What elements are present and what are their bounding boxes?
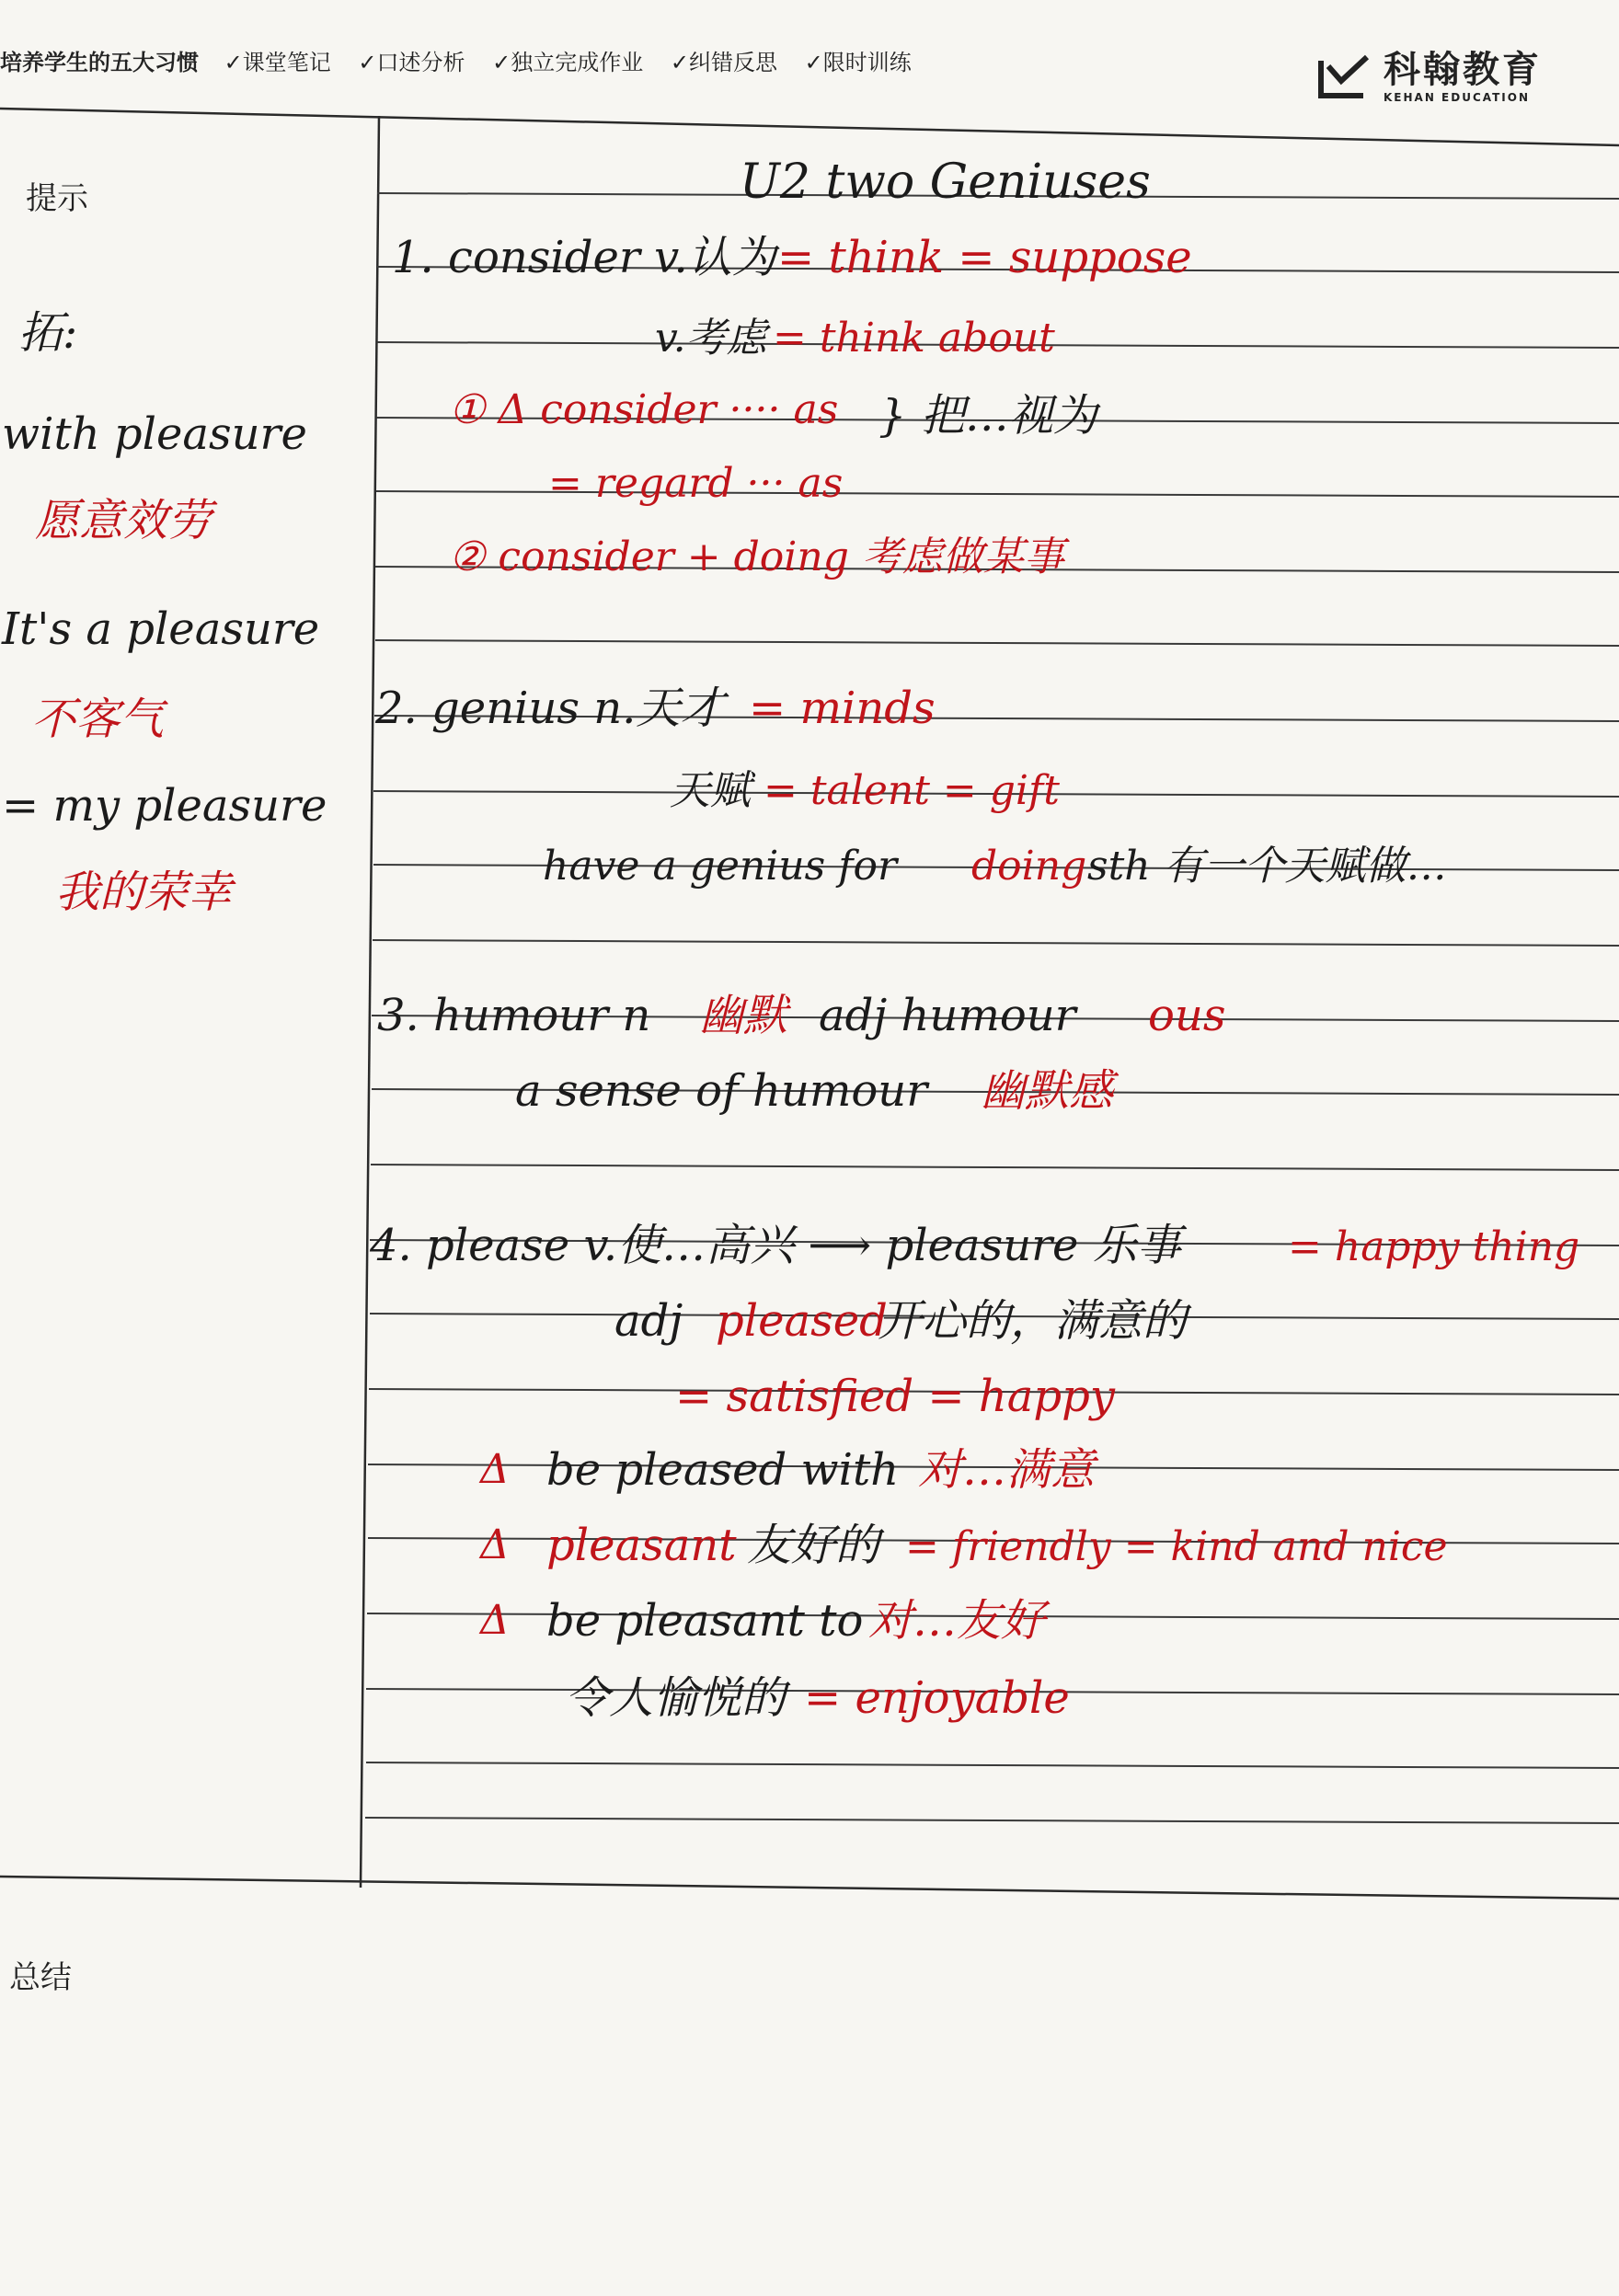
note-line: ① Δ consider ···· as bbox=[449, 386, 839, 433]
note-line: 1. consider v.认为 bbox=[392, 232, 776, 283]
note-line: = regard ··· as bbox=[548, 460, 844, 507]
note-line: adj humour bbox=[819, 990, 1076, 1041]
sidebar-item-en: It's a pleasure bbox=[2, 603, 320, 655]
note-line: = friendly = kind and nice bbox=[905, 1523, 1448, 1570]
note-line: be pleased with bbox=[546, 1444, 900, 1496]
note-line: } 把…视为 bbox=[878, 390, 1097, 442]
note-line: 天赋 bbox=[670, 767, 751, 814]
note-line: doing bbox=[971, 843, 1087, 890]
note-line: = enjoyable bbox=[804, 1672, 1070, 1724]
sidebar-item-en: with pleasure bbox=[2, 408, 307, 460]
note-line: = happy thing bbox=[1288, 1223, 1580, 1270]
note-line: = think = suppose bbox=[777, 232, 1192, 283]
sidebar-item-cn: 愿意效劳 bbox=[35, 495, 212, 546]
note-line: 令人愉悦的 bbox=[565, 1672, 787, 1724]
note-line: = satisfied = happy bbox=[675, 1371, 1115, 1422]
note-line: adj bbox=[614, 1295, 683, 1347]
sidebar-item-cn: 我的荣幸 bbox=[55, 867, 233, 918]
habit-item: ✓课堂笔记 bbox=[224, 50, 331, 75]
habit-item: ✓独立完成作业 bbox=[492, 50, 644, 75]
sidebar-item-en: = my pleasure bbox=[2, 780, 327, 832]
note-line: have a genius for bbox=[543, 843, 897, 890]
habits-lead: 培养学生的五大习惯 bbox=[0, 50, 199, 75]
note-line: = talent = gift bbox=[764, 767, 1060, 814]
note-line: Δ bbox=[480, 1521, 510, 1568]
note-line: 幽默感 bbox=[981, 1065, 1114, 1117]
brand-name-en: KEHAN EDUCATION bbox=[1384, 91, 1531, 104]
note-line: = think about bbox=[773, 315, 1055, 362]
note-line: 对…友好 bbox=[868, 1595, 1046, 1647]
note-line: Δ bbox=[480, 1597, 510, 1644]
note-line: v.考虑 bbox=[655, 315, 767, 362]
note-line: 友好的 bbox=[747, 1520, 880, 1571]
note-line: ous bbox=[1148, 990, 1226, 1041]
note-line: Δ bbox=[480, 1446, 510, 1493]
sidebar-item-cn: 不客气 bbox=[31, 694, 165, 745]
note-line: = minds bbox=[749, 683, 936, 734]
note-line: pleasant bbox=[546, 1520, 737, 1571]
hint-label: 提示 bbox=[26, 180, 88, 217]
note-line: be pleasant to bbox=[546, 1595, 864, 1647]
sidebar-heading: 拓: bbox=[18, 307, 78, 359]
note-line: 4. please v.使…高兴 ⟶ pleasure 乐事 bbox=[370, 1220, 1181, 1271]
habit-item: ✓限时训练 bbox=[804, 50, 912, 75]
brand-name: 科翰教育 bbox=[1384, 49, 1542, 91]
note-line: a sense of humour bbox=[515, 1065, 928, 1117]
note-line: 幽默 bbox=[699, 990, 788, 1041]
note-line: 2. genius n.天才 bbox=[375, 683, 725, 734]
habit-item: ✓口述分析 bbox=[358, 50, 465, 75]
page-title: U2 two Geniuses bbox=[740, 155, 1151, 210]
note-line: ② consider + doing 考虑做某事 bbox=[449, 534, 1064, 580]
note-line: sth 有一个天赋做… bbox=[1087, 843, 1447, 890]
summary-label: 总结 bbox=[9, 1959, 72, 1996]
note-line: 开心的，满意的 bbox=[878, 1295, 1188, 1347]
habit-item: ✓纠错反思 bbox=[670, 50, 777, 75]
note-line: pleased bbox=[716, 1295, 888, 1347]
note-line: 对…满意 bbox=[918, 1444, 1096, 1496]
note-line: 3. humour n bbox=[377, 990, 651, 1041]
